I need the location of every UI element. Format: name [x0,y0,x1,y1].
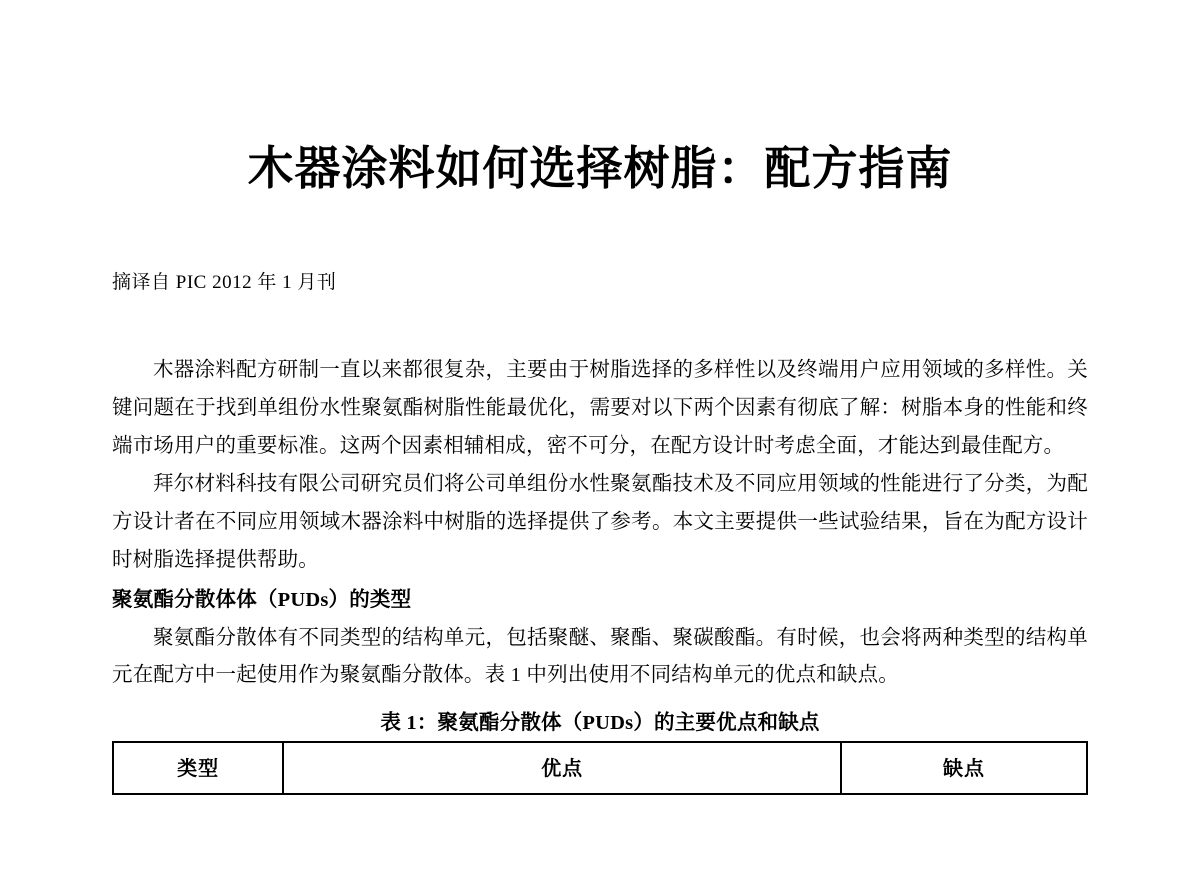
paragraph-1: 木器涂料配方研制一直以来都很复杂，主要由于树脂选择的多样性以及终端用户应用领域的多样性。关键问题在于找到单组份水性聚氨酯树脂性能最优化，需要对以下两个因素有彻底了解：树脂本身的性能和终端市场用户的重要标准。这两个因素相辅相成，密不可分，在配方设计时考虑全面，才能达到最佳配方。 [112,359,1088,457]
page-title: 木器涂料如何选择树脂：配方指南 [247,141,953,195]
source-attribution: 摘译自 PIC 2012 年 1 月刊 [112,271,337,293]
section-heading-pud-types: 聚氨酯分散体体（PUDs）的类型 [112,588,412,611]
paragraph-2: 拜尔材料科技有限公司研究员们将公司单组份水性聚氨酯技术及不同应用领域的性能进行了分类，为配方设计者在不同应用领域木器涂料中树脂的选择提供了参考。本文主要提供一些试验结果，旨在为配方设计时树脂选择提供帮助。 [112,472,1088,571]
table-header-advantages: 优点 [283,742,841,794]
table-header-row [113,742,1087,794]
pud-table [112,741,1088,795]
table-caption: 表 1：聚氨酯分散体（PUDs）的主要优点和缺点 [380,712,820,735]
table-header-type: 类型 [113,742,283,794]
paragraph-3: 聚氨酯分散体有不同类型的结构单元，包括聚醚、聚酯、聚碳酸酯。有时候，也会将两种类型的结构单元在配方中一起使用作为聚氨酯分散体。表 1 中列出使用不同结构单元的优点和缺点。 [112,626,1088,687]
table-header-disadvantages: 缺点 [841,742,1087,794]
body-content [112,296,1088,795]
